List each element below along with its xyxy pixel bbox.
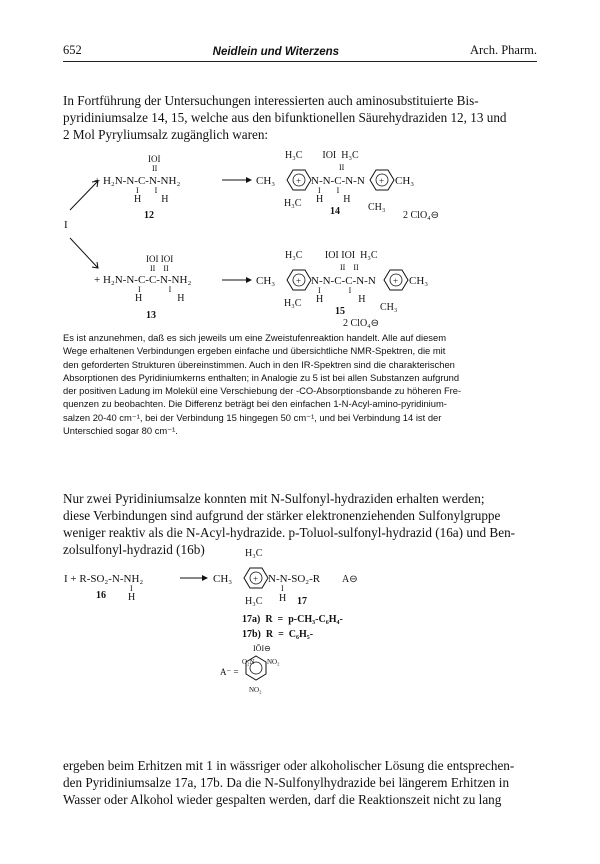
text-line: salzen 20-40 cm⁻¹, bei der Verbindung 15 hingegen 50 cm⁻¹, und bei Verbindung 14 ist der	[63, 411, 442, 423]
product-14-bottom-right-methyl: CH₃	[368, 202, 386, 213]
product-14-right-methyl: CH₃	[395, 175, 415, 187]
small-print-paragraph	[63, 331, 539, 437]
definition-17a: 17a) R = p-CH₃-C₆H₄-	[242, 614, 343, 625]
arrow-down-diagonal	[70, 238, 98, 268]
product-14-left-methyl: CH₃	[256, 175, 276, 187]
reagent-12-double-bond: II	[152, 164, 158, 173]
text-line: den Pyridiniumsalze 17a, 17b. Da die N-Sulfonylhydrazide bei längerem Erhitzen in	[63, 775, 510, 790]
text-line: diese Verbindungen sind aufgrund der stärker elektronenziehenden Sulfonylgruppe	[63, 508, 501, 523]
product-14-hydrogens: H H	[316, 194, 351, 205]
reagent-13-hydrogens: H H	[135, 293, 185, 304]
reagent-13-double-bonds: II II	[150, 264, 169, 273]
start-compound-label: I	[64, 219, 68, 231]
product-15-bottom-right-methyl: CH₃	[380, 302, 398, 313]
product-14-double-bond: II	[339, 163, 345, 172]
compound-number-17: 17	[297, 596, 307, 607]
product-17-chain: N-N-SO₂-R	[268, 573, 321, 585]
counter-ion-14: 2 ClO₄⊖	[403, 210, 440, 221]
reagent-12-oxygen: IOI	[148, 154, 161, 164]
reagent-12-bars: I I	[136, 186, 158, 195]
reagent-12-hydrogens: H H	[134, 194, 169, 205]
text-line: ergeben beim Erhitzen mit 1 in wässriger oder alkoholischer Lösung die entsprechen-	[63, 758, 515, 773]
text-line: der positiven Ladung im Molekül eine Verschiebung der -CO-Absorptionsbande zu höheren Fre-	[63, 385, 462, 397]
product-15-bottom-left-methyl: H₃C	[284, 298, 302, 309]
product-14-bottom-left-methyl: H₃C	[284, 198, 302, 209]
product-17-bottom-methyl: H₃C	[245, 596, 263, 607]
product-15-hydrogens: H H	[316, 294, 366, 305]
product-17-hydrogen: H	[279, 593, 287, 604]
compound-number-16: 16	[96, 590, 106, 601]
sulfonyl-paragraph	[63, 490, 537, 558]
pyridinium-ring-left	[287, 170, 311, 190]
text-line: weniger reaktiv als die N-Acyl-hydrazide. p-Toluol-sulfonyl-hydrazid (16a) und Ben-	[63, 525, 516, 540]
product-17-top-methyl: H₃C	[245, 548, 263, 559]
product-15-bars: I I	[318, 286, 352, 295]
text-line: Unterschied sogar 80 cm⁻¹.	[63, 425, 178, 437]
ring-charge: +	[296, 276, 302, 286]
text-line: pyridiniumsalze 14, 15, welche aus den bifunktionellen Säurehydraziden 12, 13 und	[63, 110, 507, 125]
compound-number-15: 15	[335, 306, 345, 317]
product-15-top-methyls: H₃C IOI IOI H₃C	[285, 250, 378, 261]
reagent-12-formula: + H₂N-N-C-N-NH₂	[94, 175, 181, 187]
product-15-double-bonds: II II	[340, 263, 359, 272]
closing-paragraph	[63, 757, 537, 808]
text-line: Wasser oder Alkohol wieder gespalten werden, darf die Reaktionszeit nicht zu lang	[63, 792, 502, 807]
page-number: 652	[63, 43, 82, 57]
pyridinium-ring-left	[287, 270, 311, 290]
text-line: quenzen zu beobachten. Die Differenz beträgt bei den einfachen 1-N-Acyl-amino-pyridinium-	[63, 398, 447, 410]
reaction-scheme-1	[0, 0, 600, 330]
text-line: Nur zwei Pyridiniumsalze konnten mit N-Sulfonyl-hydraziden erhalten werden;	[63, 491, 485, 506]
compound-number-14: 14	[330, 206, 340, 217]
reaction-16-reagents: I + R-SO₂-N-NH₂	[64, 573, 144, 585]
ring-charge: +	[393, 276, 399, 286]
ring-charge: +	[379, 176, 385, 186]
ring-charge: +	[296, 176, 302, 186]
journal-name: Arch. Pharm.	[469, 43, 537, 57]
product-17-anion: A⊖	[342, 574, 358, 585]
picrate-oxygen: IŌI⊖	[253, 644, 271, 653]
running-authors: Neidlein und Witerzens	[212, 46, 340, 58]
reagent-13-formula: + H₂N-N-C-C-N-NH₂	[94, 274, 192, 286]
text-line: zolsulfonyl-hydrazid (16b)	[63, 542, 205, 557]
text-line: den geforderten Strukturen übereinstimmen. Auch in den IR-Spektren sind die charakterischen	[63, 358, 455, 370]
text-line: In Fortführung der Untersuchungen interessierten auch aminosubstituierte Bis-	[63, 93, 479, 108]
picrate-right-nitro: NO₂	[267, 658, 280, 666]
compound-number-13: 13	[146, 310, 156, 321]
ring-charge: +	[253, 574, 259, 584]
pyridinium-ring-right	[384, 270, 408, 290]
reagent-16-hydrogen: H	[128, 592, 136, 603]
product-15-left-methyl: CH₃	[256, 275, 276, 287]
reagent-16-bar: I	[130, 584, 133, 593]
product-14-bars: I I	[318, 186, 340, 195]
definition-17b: 17b) R = C₆H₅-	[242, 629, 314, 640]
product-17-left-methyl: CH₃	[213, 573, 233, 585]
product-15-chain: N-N-C-C-N-N	[311, 275, 376, 287]
picrate-left-nitro: O₂N	[242, 658, 255, 666]
picrate-ring	[246, 656, 266, 680]
pyridinium-ring	[244, 568, 268, 588]
compound-number-12: 12	[144, 210, 154, 221]
product-17-bar: I	[281, 584, 284, 593]
anion-definition: A⁻ =	[220, 667, 239, 677]
product-14-top-methyls: H₃C IOI H₃C	[285, 150, 359, 161]
reagent-13-bars: I I	[138, 285, 172, 294]
text-line: Es ist anzunehmen, daß es sich jeweils um eine Zweistufenreaktion handelt. Alle auf diesem	[63, 332, 447, 343]
picrate-bottom-nitro: NO₂	[249, 686, 262, 694]
product-15-right-methyl: CH₃	[409, 275, 429, 287]
pyridinium-ring-right	[370, 170, 394, 190]
product-14-chain: N-N-C-N-N	[311, 175, 365, 187]
counter-ion-15: 2 ClO₄⊖	[343, 318, 380, 329]
text-line: Absorptionen des Pyridiniumkerns enthalten; in Analogie zu 5 ist bei allen Substanzen aufgrund	[63, 371, 460, 383]
text-line: Wege erhaltenen Verbindungen ergeben einfache und übersichtliche NMR-Spektren, die mit	[63, 345, 446, 357]
reagent-13-oxygens: IOI IOI	[146, 254, 174, 264]
text-line: 2 Mol Pyryliumsalz zugänglich waren:	[63, 127, 269, 142]
